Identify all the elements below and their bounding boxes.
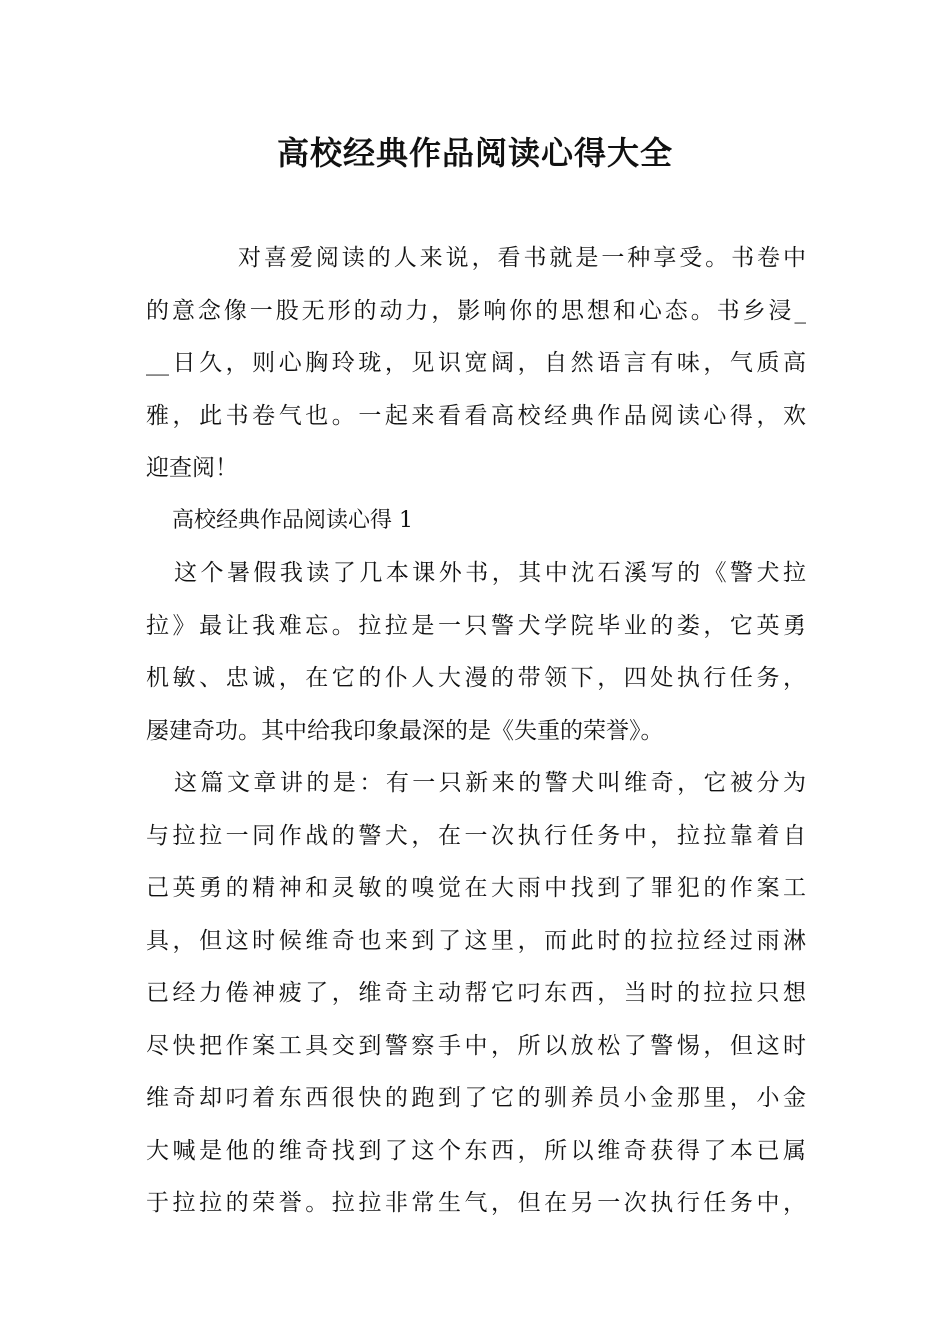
- p2-line-7: 维奇却叼着东西很快的跑到了它的驯养员小金那里，小金: [146, 1085, 806, 1111]
- p2-line-9: 于拉拉的荣誉。拉拉非常生气，但在另一次执行任务中，: [146, 1190, 806, 1216]
- p2-line-3: 己英勇的精神和灵敏的嗅觉在大雨中找到了罪犯的作案工: [146, 875, 806, 901]
- intro-line-1: 对喜爱阅读的人来说，看书就是一种享受。书卷中: [238, 245, 806, 271]
- section-heading-1: 高校经典作品阅读心得 1: [172, 507, 413, 533]
- p2-line-8: 大喊是他的维奇找到了这个东西，所以维奇获得了本已属: [146, 1137, 806, 1164]
- intro-line-2: 的意念像一股无形的动力，影响你的思想和心态。书乡浸_: [146, 297, 806, 324]
- p1-line-2: 拉》最让我难忘。拉拉是一只警犬学院毕业的娄，它英勇: [146, 612, 806, 639]
- p1-line-4: 屡建奇功。其中给我印象最深的是《失重的荣誉》。: [146, 717, 664, 744]
- intro-line-4: 雅，此书卷气也。一起来看看高校经典作品阅读心得，欢: [146, 402, 806, 429]
- p1-line-3: 机敏、忠诚，在它的仆人大漫的带领下，四处执行任务，: [146, 665, 806, 691]
- intro-line-3: __日久，则心胸玲珑，见识宽阔，自然语言有味，气质高: [146, 350, 806, 376]
- intro-line-5: 迎查阅！: [146, 455, 238, 481]
- p2-line-6: 尽快把作案工具交到警察手中，所以放松了警惕，但这时: [146, 1032, 806, 1059]
- p2-line-5: 已经力倦神疲了，维奇主动帮它叼东西，当时的拉拉只想: [146, 980, 806, 1006]
- document-title: 高校经典作品阅读心得大全: [276, 134, 673, 172]
- document-body: [146, 232, 806, 1230]
- p2-line-2: 与拉拉一同作战的警犬，在一次执行任务中，拉拉靠着自: [146, 822, 806, 849]
- p2-line-1: 这篇文章讲的是：有一只新来的警犬叫维奇，它被分为: [174, 770, 806, 796]
- p1-line-1: 这个暑假我读了几本课外书，其中沈石溪写的《警犬拉: [174, 560, 806, 586]
- p2-line-4: 具，但这时候维奇也来到了这里，而此时的拉拉经过雨淋: [146, 927, 806, 954]
